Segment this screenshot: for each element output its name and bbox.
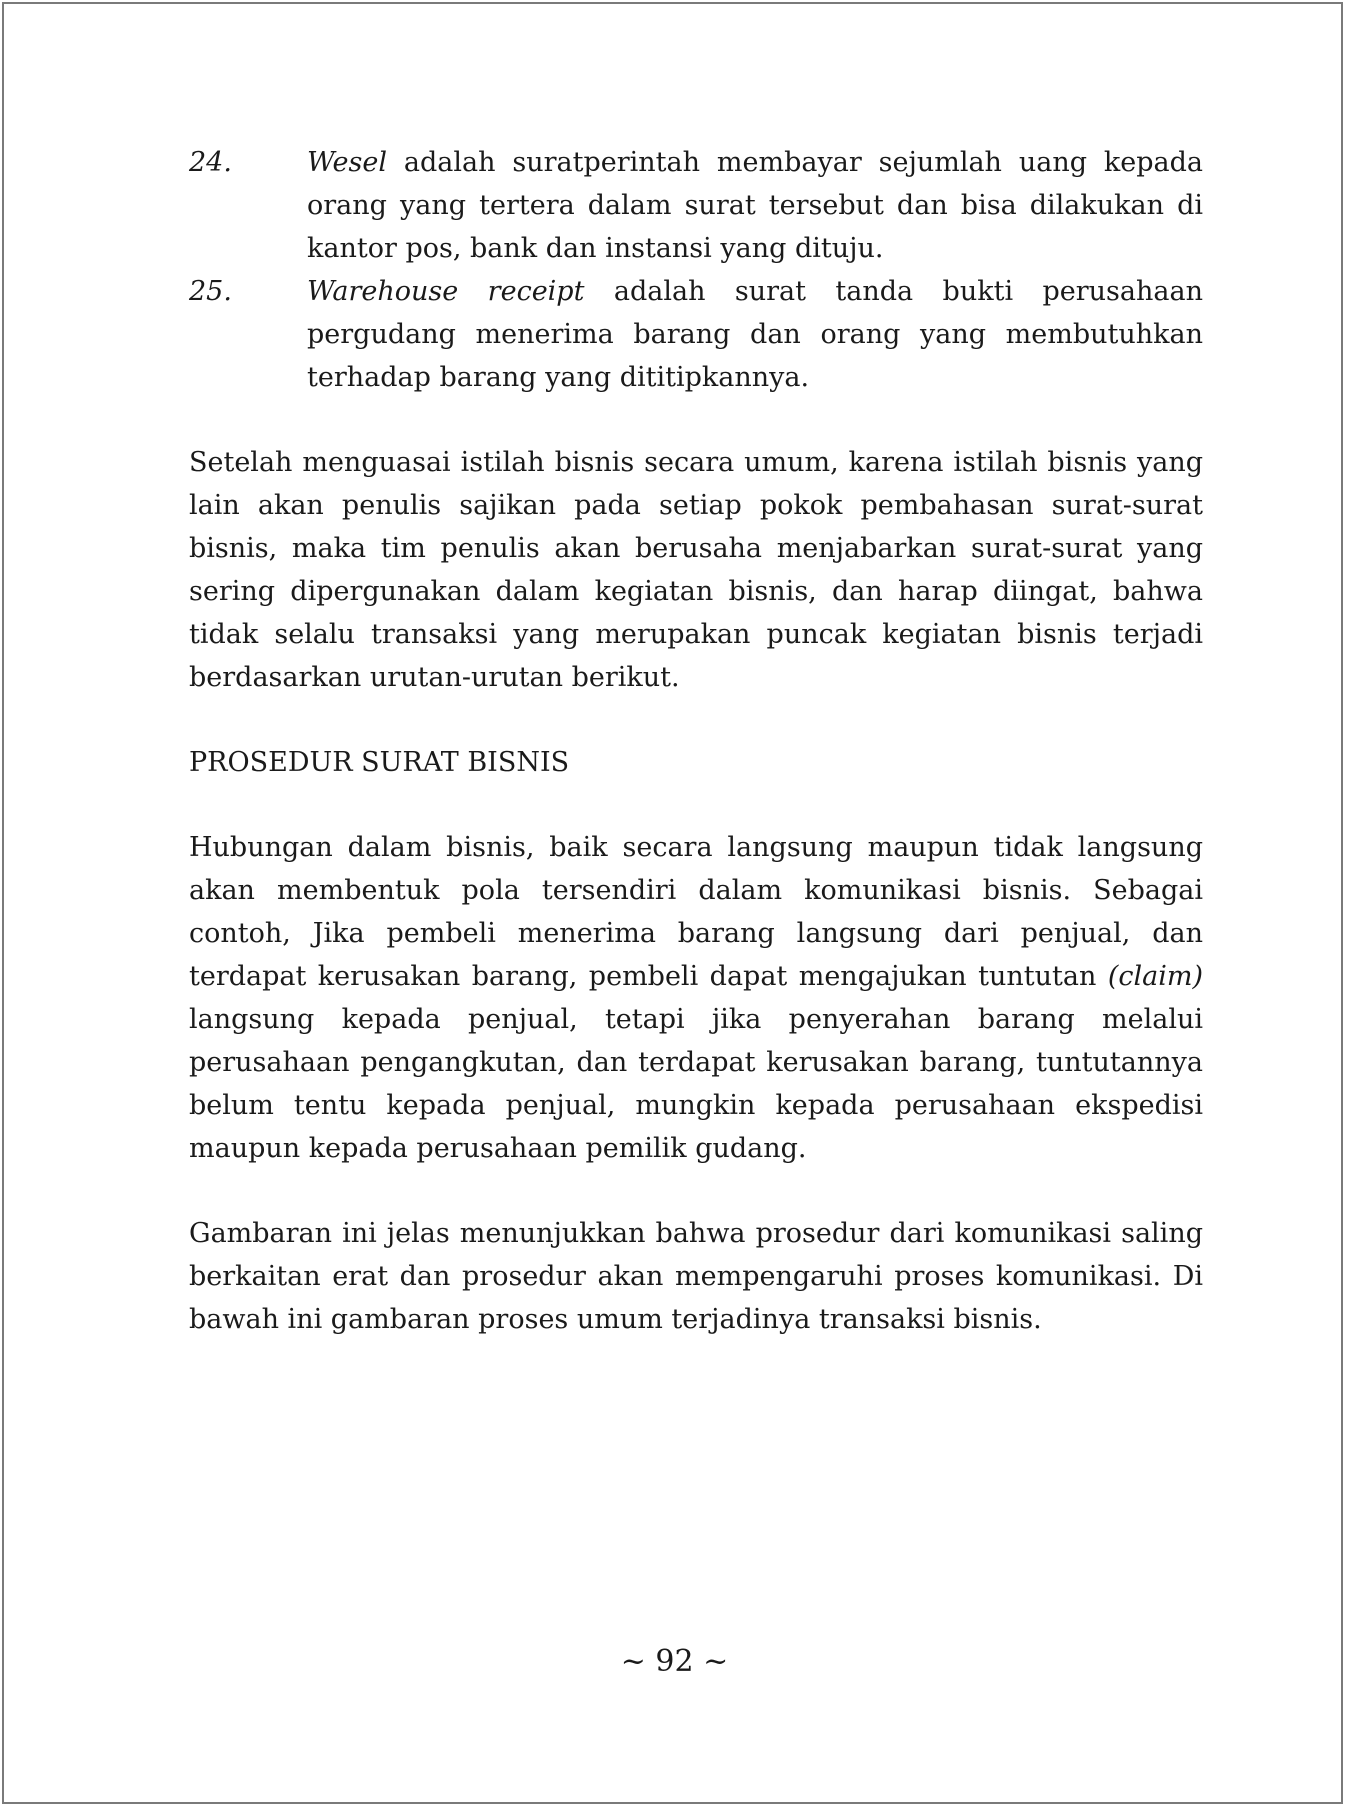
list-number: 25. [189, 276, 232, 307]
section-heading: PROSEDUR SURAT BISNIS [189, 747, 570, 778]
definition-text: adalah surat tanda bukti perusahaan pergudang menerima barang dan orang yang membutuhkan terhadap barang yang dititipkannya. [307, 276, 1203, 393]
paragraph-text: Hubungan dalam bisnis, baik secara langsung maupun tidak langsung akan membentuk pola tersendiri dalam komunikasi bisnis. Sebagai contoh, Jika pembeli menerima barang langsung dari penjual, dan terdapat kerusakan barang, pembeli dapat mengajukan tuntutan [189, 832, 1203, 992]
term-warehouse-receipt: Warehouse receipt [307, 276, 585, 307]
list-text [307, 141, 1203, 270]
list-text [307, 270, 1203, 399]
spacer [189, 784, 1203, 826]
spacer [189, 699, 1203, 741]
spacer [189, 1170, 1203, 1212]
spacer [189, 399, 1203, 441]
claim-term: (claim) [1107, 961, 1203, 992]
list-item-25 [189, 270, 1203, 399]
list-item-24 [189, 141, 1203, 270]
paragraph-summary: Gambaran ini jelas menunjukkan bahwa prosedur dari komunikasi saling berkaitan erat dan prosedur akan mempengaruhi proses komunikasi. Di bawah ini gambaran proses umum terjadinya transaksi bisnis. [189, 1218, 1203, 1335]
document-body [189, 141, 1203, 1341]
paragraph-relations [189, 826, 1203, 1170]
term-wesel: Wesel [307, 147, 387, 178]
list-number: 24. [189, 147, 232, 178]
page-number: ~ 92 ~ [620, 1644, 729, 1679]
paragraph-intro: Setelah menguasai istilah bisnis secara umum, karena istilah bisnis yang lain akan penulis sajikan pada setiap pokok pembahasan surat-surat bisnis, maka tim penulis akan berusaha menjabarkan surat-surat yang sering dipergunakan dalam kegiatan bisnis, dan harap diingat, bahwa tidak selalu transaksi yang merupakan puncak kegiatan bisnis terjadi berdasarkan urutan-urutan berikut. [189, 447, 1203, 693]
definition-text: adalah suratperintah membayar sejumlah uang kepada orang yang tertera dalam surat tersebut dan bisa dilakukan di kantor pos, bank dan instansi yang dituju. [307, 147, 1203, 264]
paragraph-text: langsung kepada penjual, tetapi jika penyerahan barang melalui perusahaan pengangkutan, dan terdapat kerusakan barang, tuntutannya belum tentu kepada penjual, mungkin kepada perusahaan ekspedisi maupun kepada perusahaan pemilik gudang. [189, 1004, 1203, 1164]
